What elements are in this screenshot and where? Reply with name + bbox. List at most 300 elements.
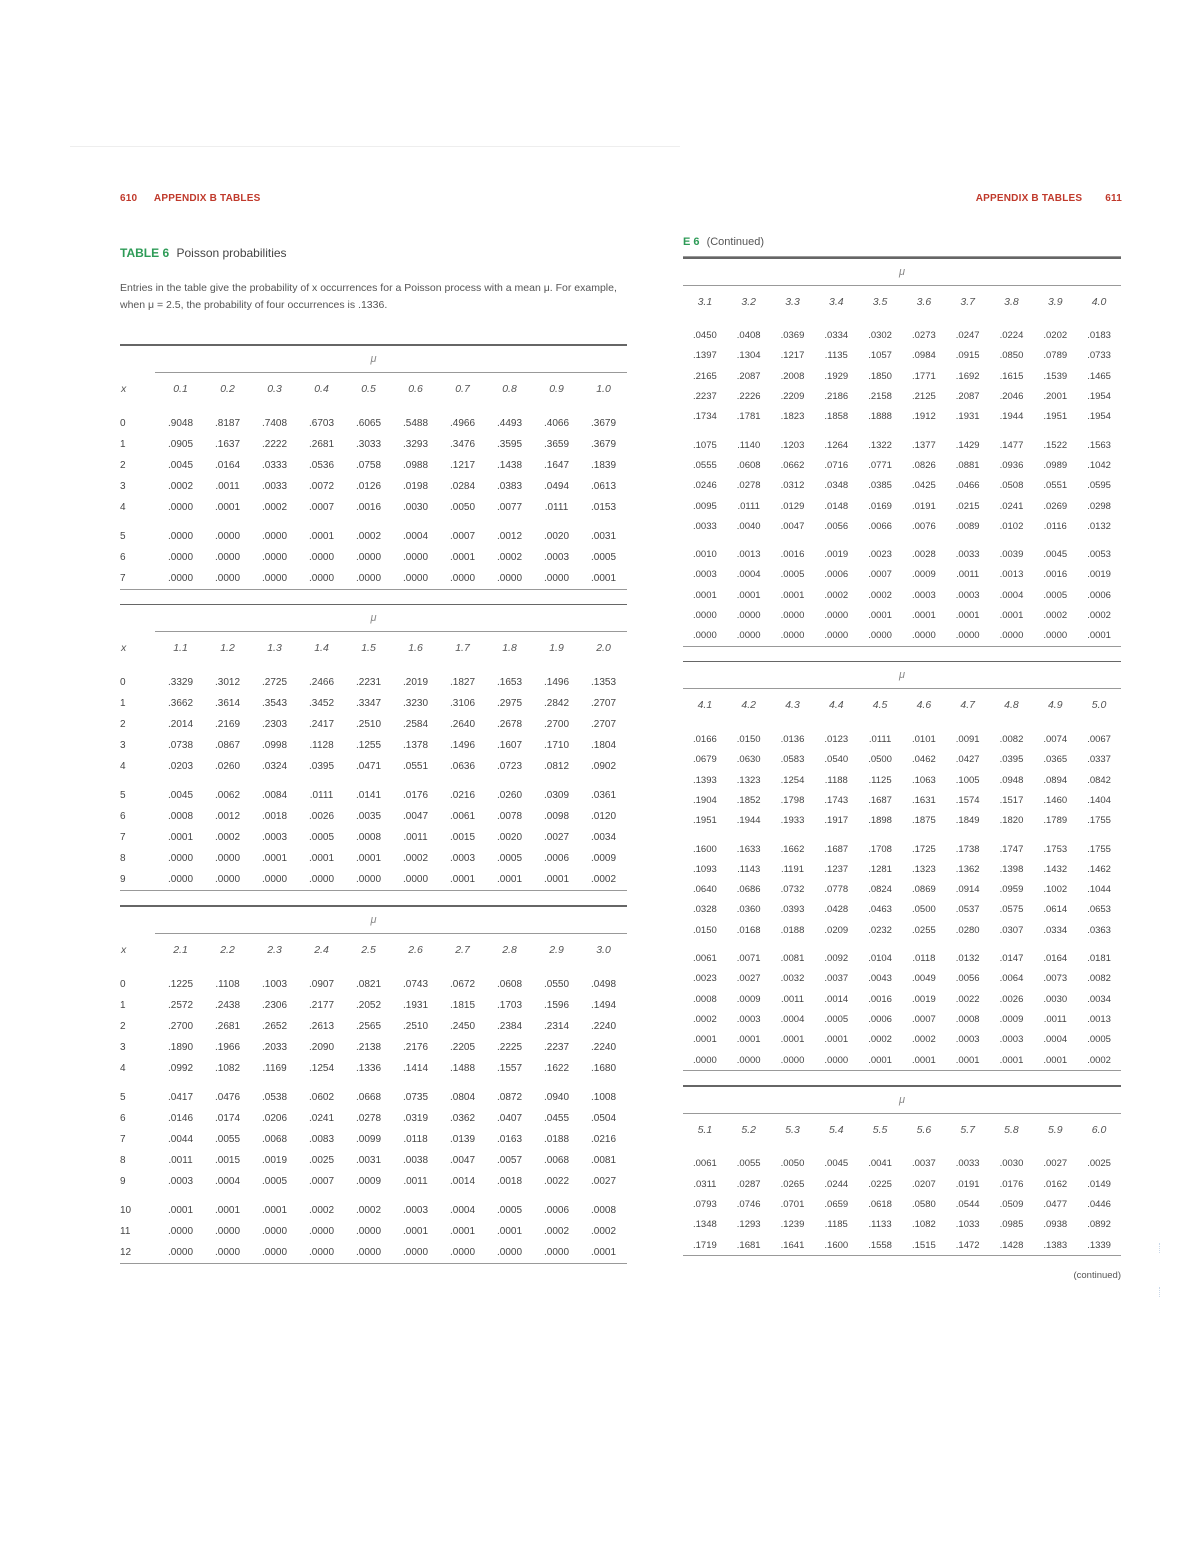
probability-cell: .0007 xyxy=(449,530,476,542)
probability-cell: .0608 xyxy=(496,978,523,990)
right-page-header xyxy=(956,193,1122,204)
probability-cell: .1931 xyxy=(402,999,429,1011)
probability-cell: .2138 xyxy=(355,1041,382,1053)
continued-label: (Continued) xyxy=(706,236,765,248)
probability-cell: .1944 xyxy=(736,815,761,827)
probability-cell: .0002 xyxy=(308,1204,335,1216)
probability-cell: .0246 xyxy=(693,480,717,492)
probability-cell: .0319 xyxy=(402,1112,429,1124)
probability-cell: .0551 xyxy=(402,761,429,772)
probability-cell: .0055 xyxy=(214,1133,241,1145)
probability-cell: .0537 xyxy=(955,904,980,916)
probability-cell: .2417 xyxy=(308,719,335,730)
probability-cell: .0026 xyxy=(999,993,1024,1005)
probability-cell: .1496 xyxy=(449,740,476,751)
probability-cell: .0011 xyxy=(1043,1013,1067,1025)
probability-cell: .0001 xyxy=(261,1204,288,1216)
probability-cell: .0804 xyxy=(449,1091,476,1103)
probability-cell: .1397 xyxy=(693,350,717,362)
probability-cell: .0000 xyxy=(449,1246,476,1258)
table-row xyxy=(120,693,627,714)
probability-cell: .1140 xyxy=(737,439,761,451)
probability-cell: .2306 xyxy=(261,999,288,1011)
left-running-title: APPENDIX B TABLES xyxy=(153,193,261,204)
probability-cell: .1348 xyxy=(693,1219,717,1231)
probability-cell: .0008 xyxy=(355,832,382,843)
table-row xyxy=(683,831,1121,859)
probability-cell: .2681 xyxy=(308,438,335,450)
probability-cell: .0000 xyxy=(543,1246,570,1258)
probability-cell: .0984 xyxy=(911,350,936,362)
probability-cell: .0000 xyxy=(214,853,241,864)
table-row xyxy=(120,434,627,455)
probability-cell: .0057 xyxy=(496,1154,523,1166)
probability-cell: .0000 xyxy=(261,1225,288,1237)
probability-cell: .2707 xyxy=(590,698,617,709)
probability-cell: .0869 xyxy=(911,884,936,896)
probability-cell: .0001 xyxy=(590,572,617,584)
probability-cell: .0019 xyxy=(824,549,849,561)
probability-cell: .0324 xyxy=(261,761,288,772)
mu-column-header: 2.5 xyxy=(361,943,376,956)
probability-cell: .0019 xyxy=(911,993,936,1005)
probability-cell: .3679 xyxy=(590,438,617,450)
probability-cell: .0055 xyxy=(736,1158,761,1170)
probability-cell: .0758 xyxy=(355,459,382,471)
probability-cell: .0471 xyxy=(355,761,382,772)
mu-column-header: 0.3 xyxy=(267,382,282,395)
table-row xyxy=(120,1058,627,1079)
mu-column-header: 0.5 xyxy=(361,382,376,395)
probability-cell: .0004 xyxy=(999,589,1024,601)
mu-symbol: μ xyxy=(370,913,377,926)
probability-cell: .0001 xyxy=(402,1225,429,1237)
probability-cell: .0732 xyxy=(780,884,805,896)
x-value-cell: 3 xyxy=(120,1041,126,1053)
probability-cell: .0985 xyxy=(999,1219,1024,1231)
probability-cell: .0015 xyxy=(449,832,476,843)
probability-cell: .1133 xyxy=(868,1219,892,1231)
probability-cell: .0001 xyxy=(261,853,288,864)
probability-cell: .0044 xyxy=(167,1133,194,1145)
probability-cell: .0735 xyxy=(402,1091,429,1103)
mu-column-header: 2.2 xyxy=(220,943,235,956)
probability-cell: .0000 xyxy=(167,1246,194,1258)
mu-column-header: 3.0 xyxy=(596,943,611,956)
probability-cell: .0789 xyxy=(1043,350,1068,362)
probability-cell: .0061 xyxy=(693,953,717,965)
probability-cell: .1653 xyxy=(496,677,523,688)
table-row xyxy=(120,995,627,1016)
mu-column-header: 5.3 xyxy=(785,1123,800,1136)
probability-cell: .1710 xyxy=(543,740,570,751)
mu-column-header: 2.7 xyxy=(455,943,470,956)
probability-cell: .1680 xyxy=(590,1062,617,1074)
probability-cell: .6065 xyxy=(355,417,382,429)
probability-cell: .0232 xyxy=(868,924,892,936)
probability-cell: .0793 xyxy=(693,1198,717,1210)
x-value-cell: 0 xyxy=(120,677,126,688)
probability-cell: .0989 xyxy=(1043,459,1068,471)
probability-cell: .0123 xyxy=(824,734,849,746)
probability-cell: .0538 xyxy=(261,1091,288,1103)
probability-cell: .0000 xyxy=(868,630,892,642)
probability-cell: .0118 xyxy=(912,953,936,965)
probability-cell: .0003 xyxy=(999,1034,1024,1046)
probability-cell: .0938 xyxy=(1043,1219,1068,1231)
mu-column-header: 1.0 xyxy=(596,382,611,395)
probability-cell: .0003 xyxy=(693,569,717,581)
probability-cell: .0000 xyxy=(824,1054,849,1066)
probability-cell: .3659 xyxy=(543,438,570,450)
probability-cell: .0812 xyxy=(543,761,570,772)
probability-cell: .2466 xyxy=(308,677,335,688)
probability-cell: .1225 xyxy=(167,978,194,990)
margin-mark xyxy=(1159,1287,1162,1297)
probability-cell: .1917 xyxy=(824,815,849,827)
left-page-number: 610 xyxy=(120,193,138,204)
table-row xyxy=(120,518,627,547)
table-block xyxy=(120,905,627,1264)
probability-cell: .3329 xyxy=(167,677,194,688)
table-row xyxy=(683,969,1121,989)
probability-cell: .0027 xyxy=(1043,1158,1068,1170)
probability-cell: .2240 xyxy=(590,1020,617,1032)
probability-cell: .0136 xyxy=(780,734,805,746)
probability-cell: .0061 xyxy=(449,811,476,822)
probability-cell: .0000 xyxy=(167,853,194,864)
probability-cell: .0118 xyxy=(403,1133,428,1145)
probability-cell: .0061 xyxy=(693,1158,717,1170)
probability-cell: .0010 xyxy=(693,549,717,561)
probability-cell: .2678 xyxy=(496,719,523,730)
x-value-cell: 8 xyxy=(120,853,126,864)
probability-cell: .1191 xyxy=(780,863,805,875)
probability-cell: .0000 xyxy=(167,1225,194,1237)
probability-cell: .0907 xyxy=(308,978,335,990)
probability-cell: .1789 xyxy=(1043,815,1068,827)
mu-symbol: μ xyxy=(898,669,906,682)
probability-cell: .2681 xyxy=(214,1020,241,1032)
margin-mark xyxy=(1159,1243,1162,1253)
x-value-cell: 8 xyxy=(120,1154,126,1166)
probability-cell: .1875 xyxy=(911,815,936,827)
probability-cell: .1734 xyxy=(693,411,717,423)
probability-cell: .0013 xyxy=(736,549,761,561)
probability-cell: .1003 xyxy=(261,978,288,990)
probability-cell: .0002 xyxy=(868,1034,892,1046)
probability-cell: .0067 xyxy=(1087,734,1111,746)
probability-cell: .0000 xyxy=(999,630,1024,642)
probability-cell: .0000 xyxy=(496,1246,523,1258)
mu-column-header: 1.4 xyxy=(314,642,329,654)
probability-cell: .0002 xyxy=(590,874,617,885)
probability-cell: .0000 xyxy=(308,551,335,563)
probability-cell: .0659 xyxy=(824,1198,849,1210)
probability-cell: .0540 xyxy=(824,754,849,766)
probability-cell: .1522 xyxy=(1043,439,1068,451)
probability-cell: .1494 xyxy=(590,999,617,1011)
probability-cell: .0000 xyxy=(824,630,849,642)
mu-column-header: 5.2 xyxy=(741,1123,756,1136)
probability-cell: .0004 xyxy=(780,1013,805,1025)
mu-header-row xyxy=(120,346,627,372)
probability-cell: .0000 xyxy=(736,610,761,621)
probability-cell: .0045 xyxy=(1043,549,1068,561)
table-row xyxy=(683,900,1121,920)
probability-cell: .2975 xyxy=(496,698,523,709)
probability-cell: .0000 xyxy=(911,630,936,642)
probability-cell: .0002 xyxy=(355,1204,382,1216)
probability-cell: .0000 xyxy=(308,572,335,584)
mu-column-header: 1.5 xyxy=(361,642,376,654)
table-row xyxy=(683,346,1121,366)
probability-cell: .0662 xyxy=(780,459,805,471)
probability-cell: .0001 xyxy=(167,1204,194,1216)
probability-cell: .1539 xyxy=(1043,370,1068,382)
probability-cell: .0395 xyxy=(308,761,335,772)
probability-cell: .1687 xyxy=(824,843,849,855)
probability-cell: .2125 xyxy=(911,391,936,403)
probability-cell: .1336 xyxy=(355,1062,382,1074)
probability-cell: .0030 xyxy=(1043,993,1068,1005)
probability-cell: .0104 xyxy=(868,953,892,965)
x-value-cell: 4 xyxy=(120,761,126,772)
probability-cell: .0000 xyxy=(736,630,761,642)
block-bottom-rule xyxy=(683,1070,1121,1071)
probability-cell: .1827 xyxy=(449,677,476,688)
probability-cell: .0407 xyxy=(496,1112,523,1124)
probability-cell: .1954 xyxy=(1087,411,1111,423)
table-row xyxy=(683,366,1121,386)
probability-cell: .0260 xyxy=(496,790,523,801)
probability-cell: .0362 xyxy=(449,1112,476,1124)
table-row xyxy=(683,920,1121,940)
probability-cell: .0312 xyxy=(780,480,805,492)
probability-cell: .0002 xyxy=(1087,1054,1111,1066)
probability-cell: .0014 xyxy=(824,993,849,1005)
probability-cell: .0000 xyxy=(167,874,194,885)
mu-column-header: 4.9 xyxy=(1047,699,1063,712)
probability-cell: .0361 xyxy=(590,790,617,801)
probability-cell: .0280 xyxy=(955,924,980,936)
x-value-cell: 2 xyxy=(120,1020,126,1032)
probability-cell: .0001 xyxy=(780,1034,805,1046)
probability-cell: .0037 xyxy=(911,1158,936,1170)
probability-cell: .1281 xyxy=(868,863,892,875)
probability-cell: .1703 xyxy=(496,999,523,1011)
probability-cell: .0003 xyxy=(736,1013,761,1025)
probability-cell: .0000 xyxy=(214,874,241,885)
probability-cell: .0188 xyxy=(543,1133,570,1145)
probability-cell: .0082 xyxy=(1087,973,1111,985)
probability-cell: .0602 xyxy=(308,1091,335,1103)
probability-cell: .0034 xyxy=(1087,993,1111,1005)
mu-header-row xyxy=(120,605,627,631)
probability-cell: .0164 xyxy=(214,459,241,471)
mu-header-row xyxy=(683,662,1121,688)
table-row xyxy=(683,455,1121,475)
probability-cell: .2640 xyxy=(449,719,476,730)
probability-cell: .1169 xyxy=(262,1062,287,1074)
probability-cell: .3347 xyxy=(355,698,382,709)
probability-cell: .1708 xyxy=(868,843,892,855)
probability-cell: .0047 xyxy=(449,1154,476,1166)
x-value-cell: 3 xyxy=(120,740,126,751)
table-row xyxy=(120,777,627,806)
table-row xyxy=(120,848,627,869)
probability-cell: .0003 xyxy=(955,1034,980,1046)
probability-cell: .0007 xyxy=(911,1013,936,1025)
probability-cell: .0011 xyxy=(780,993,805,1005)
probability-cell: .0206 xyxy=(261,1112,288,1124)
mu-column-header: 3.3 xyxy=(785,295,800,308)
x-value-cell: 7 xyxy=(120,832,126,843)
probability-cell: .2510 xyxy=(355,719,382,730)
probability-cell: .0476 xyxy=(214,1091,241,1103)
probability-cell: .0040 xyxy=(736,520,761,532)
probability-cell: .0001 xyxy=(308,530,335,542)
probability-cell: .1108 xyxy=(215,978,240,990)
probability-cell: .0000 xyxy=(496,572,523,584)
table-title-text: Poisson probabilities xyxy=(176,246,287,260)
probability-cell: .2052 xyxy=(355,999,382,1011)
probability-cell: .0000 xyxy=(824,610,849,621)
probability-cell: .1804 xyxy=(590,740,617,751)
probability-cell: .0000 xyxy=(402,874,429,885)
table-row xyxy=(683,626,1121,646)
probability-cell: .1188 xyxy=(824,774,848,786)
probability-cell: .0164 xyxy=(1043,953,1068,965)
table-row xyxy=(120,547,627,568)
probability-cell: .2169 xyxy=(214,719,241,730)
probability-cell: .0004 xyxy=(402,530,429,542)
probability-cell: .2231 xyxy=(355,677,382,688)
probability-cell: .0002 xyxy=(590,1225,617,1237)
mu-column-header: 4.8 xyxy=(1004,699,1019,712)
probability-cell: .0001 xyxy=(449,551,476,563)
probability-cell: .0000 xyxy=(167,572,194,584)
probability-cell: .0076 xyxy=(911,520,936,532)
table-row xyxy=(683,1050,1121,1070)
x-value-cell: 1 xyxy=(120,438,126,450)
probability-cell: .0162 xyxy=(1043,1178,1068,1190)
probability-cell: .0004 xyxy=(449,1204,476,1216)
probability-cell: .0653 xyxy=(1087,904,1111,916)
probability-cell: .0477 xyxy=(1043,1198,1068,1210)
mu-column-header: 3.9 xyxy=(1047,295,1063,308)
probability-cell: .0224 xyxy=(999,330,1024,342)
probability-cell: .0686 xyxy=(736,884,761,896)
mu-column-header: 3.5 xyxy=(872,295,888,308)
table-row xyxy=(683,790,1121,810)
probability-cell: .0269 xyxy=(1043,500,1068,512)
probability-cell: .0618 xyxy=(868,1198,892,1210)
probability-cell: .0027 xyxy=(736,973,761,985)
mu-column-header: 0.8 xyxy=(502,382,517,395)
mu-column-header: 1.1 xyxy=(173,642,188,654)
probability-cell: .0033 xyxy=(261,480,288,492)
probability-cell: .0011 xyxy=(168,1154,193,1166)
probability-cell: .1128 xyxy=(309,740,334,751)
probability-cell: .0062 xyxy=(214,790,241,801)
probability-cell: .0001 xyxy=(214,1204,241,1216)
mu-column-header: 5.7 xyxy=(960,1123,975,1136)
probability-cell: .1362 xyxy=(955,863,980,875)
probability-cell: .0068 xyxy=(543,1154,570,1166)
mu-column-header: 2.8 xyxy=(502,943,517,956)
probability-cell: .0005 xyxy=(780,569,805,581)
x-value-cell: 6 xyxy=(120,1112,126,1124)
mu-column-header: 5.4 xyxy=(828,1123,844,1136)
column-header-row xyxy=(683,286,1121,318)
probability-cell: .0003 xyxy=(261,832,288,843)
probability-cell: .2087 xyxy=(955,391,980,403)
probability-cell: .0033 xyxy=(955,1158,980,1170)
probability-cell: .9048 xyxy=(167,417,194,429)
probability-cell: .1647 xyxy=(543,459,570,471)
probability-cell: .0073 xyxy=(1043,973,1068,985)
probability-cell: .0679 xyxy=(693,754,717,766)
table-row xyxy=(120,497,627,518)
probability-cell: .0001 xyxy=(868,1054,892,1066)
probability-cell: .1322 xyxy=(868,439,892,451)
probability-cell: .0001 xyxy=(1043,1054,1068,1066)
probability-cell: .4493 xyxy=(496,417,523,429)
probability-cell: .0500 xyxy=(868,754,892,766)
probability-cell: .0045 xyxy=(167,459,194,471)
probability-cell: .0002 xyxy=(824,589,849,601)
probability-cell: .1254 xyxy=(780,774,805,786)
probability-cell: .0385 xyxy=(868,480,892,492)
probability-cell: .1929 xyxy=(824,370,849,382)
table-block xyxy=(683,257,1121,647)
probability-cell: .0183 xyxy=(1087,330,1111,342)
probability-cell: .0383 xyxy=(496,480,523,492)
probability-cell: .2225 xyxy=(496,1041,523,1053)
probability-cell: .0000 xyxy=(308,1246,335,1258)
probability-cell: .0002 xyxy=(167,480,194,492)
probability-cell: .1429 xyxy=(955,439,980,451)
probability-cell: .0630 xyxy=(736,754,761,766)
probability-cell: .0132 xyxy=(1087,520,1111,532)
probability-cell: .1687 xyxy=(868,794,892,806)
probability-cell: .0004 xyxy=(214,1175,241,1187)
x-value-cell: 11 xyxy=(120,1225,131,1237)
probability-cell: .0129 xyxy=(780,500,805,512)
table-row xyxy=(683,880,1121,900)
probability-cell: .0363 xyxy=(1087,924,1111,936)
probability-cell: .0216 xyxy=(449,790,476,801)
probability-cell: .2014 xyxy=(167,719,194,730)
probability-cell: .0041 xyxy=(868,1158,892,1170)
probability-cell: .0001 xyxy=(999,610,1024,621)
table-row xyxy=(683,989,1121,1009)
probability-cell: .2177 xyxy=(308,999,335,1011)
right-running-title: APPENDIX B TABLES xyxy=(975,193,1083,204)
probability-cell: .0395 xyxy=(999,754,1024,766)
probability-cell: .7408 xyxy=(261,417,288,429)
x-value-cell: 9 xyxy=(120,1175,126,1187)
probability-cell: .0163 xyxy=(496,1133,523,1145)
probability-cell: .0011 xyxy=(215,480,240,492)
probability-cell: .2565 xyxy=(355,1020,382,1032)
probability-cell: .0126 xyxy=(355,480,382,492)
probability-cell: .1888 xyxy=(868,411,892,423)
probability-cell: .0001 xyxy=(355,853,382,864)
probability-cell: .1771 xyxy=(911,370,936,382)
probability-cell: .1125 xyxy=(868,774,892,786)
